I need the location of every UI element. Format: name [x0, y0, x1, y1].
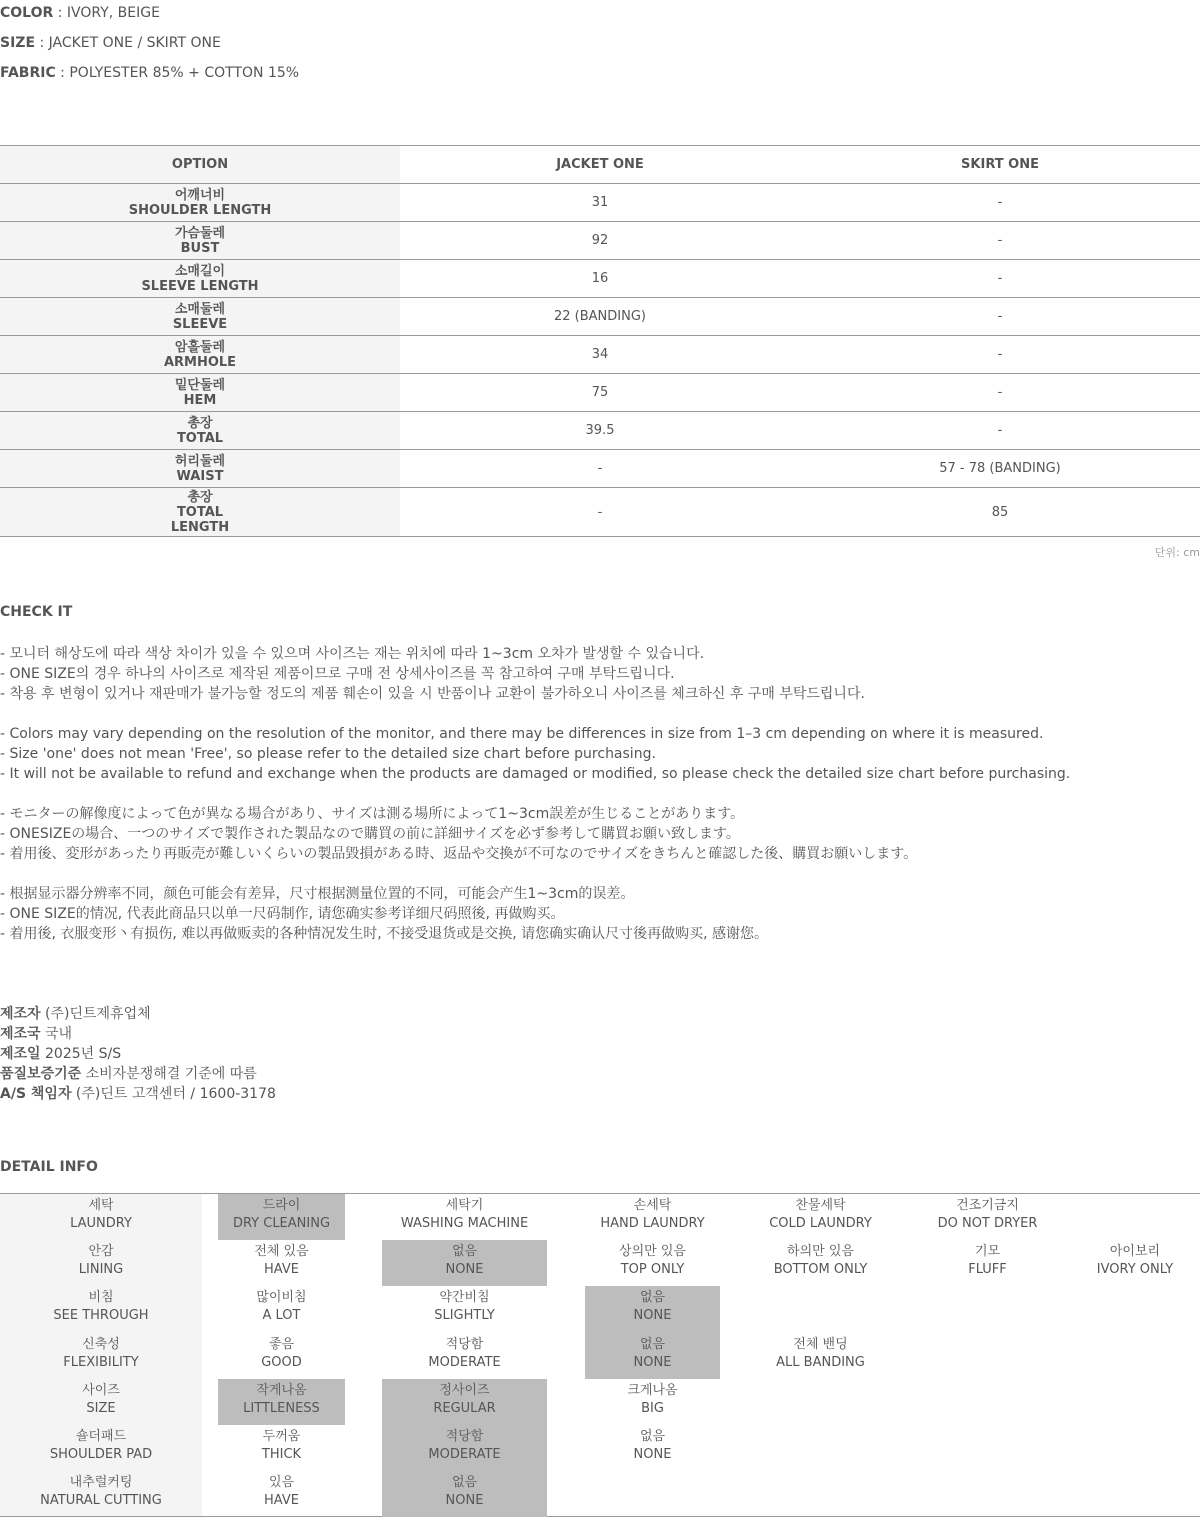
- detail-en: FLEXIBILITY: [63, 1354, 139, 1370]
- detail-option: [1070, 1240, 1200, 1286]
- detail-ko: 없음: [639, 1336, 666, 1352]
- detail-option: [920, 1240, 1055, 1286]
- detail-option: [382, 1333, 547, 1379]
- detail-en: DRY CLEANING: [232, 1216, 331, 1231]
- option-ko: 암홀둘레: [174, 339, 226, 355]
- detail-option: [585, 1425, 720, 1471]
- skirt-value: 85: [800, 488, 1200, 537]
- detail-option-selected: [585, 1286, 720, 1332]
- unit-note: 단위: cm: [1154, 546, 1200, 559]
- option-en: SLEEVE: [172, 316, 228, 332]
- check-it-title: CHECK IT: [0, 604, 73, 620]
- note-line: - Size 'one' does not mean 'Free', so please refer to the detailed size chart before purchasing.: [0, 746, 656, 762]
- detail-option: [757, 1240, 884, 1286]
- fabric-value: : POLYESTER 85% + COTTON 15%: [55, 65, 300, 81]
- manufacturer-key: 제조국: [0, 1026, 41, 1042]
- skirt-value: -: [800, 336, 1200, 374]
- option-cell: [0, 374, 400, 412]
- detail-option: [585, 1194, 720, 1240]
- detail-en: SEE THROUGH: [53, 1308, 149, 1324]
- detail-option: [382, 1286, 547, 1332]
- detail-en: WASHING MACHINE: [400, 1216, 529, 1231]
- detail-row-label: [0, 1333, 202, 1379]
- detail-ko: 없음: [451, 1244, 478, 1260]
- option-ko: 어깨너비: [174, 187, 226, 203]
- manufacturer-row: [0, 1064, 276, 1084]
- detail-option: [757, 1194, 884, 1240]
- note-spacer: [0, 704, 1070, 724]
- detail-option: [218, 1471, 345, 1517]
- detail-en: IVORY ONLY: [1096, 1262, 1174, 1278]
- note-spacer: [0, 864, 1070, 884]
- detail-ko: 비침: [88, 1290, 114, 1306]
- detail-en: NONE: [445, 1493, 484, 1509]
- detail-en: SHOULDER PAD: [49, 1447, 153, 1462]
- header-option: OPTION: [0, 146, 400, 184]
- detail-en: MODERATE: [428, 1447, 501, 1462]
- detail-en: HAND LAUNDRY: [600, 1216, 705, 1231]
- detail-ko: 크게나옴: [627, 1382, 678, 1398]
- detail-row-label: [0, 1379, 202, 1425]
- skirt-value: -: [800, 298, 1200, 336]
- option-ko: 밑단둘레: [174, 377, 226, 393]
- size-table-header: [0, 146, 1200, 184]
- detail-ko: 없음: [639, 1290, 666, 1306]
- color-value: : IVORY, BEIGE: [53, 5, 160, 21]
- detail-ko: 신축성: [82, 1336, 120, 1352]
- note-line: - モニターの解像度によって色が異なる場合があり、サイズは測る場所によって1~3cm誤差が生じることがあります。: [0, 806, 745, 822]
- note-line: - 着用後, 衣服变形丶有损伤, 难以再做贩卖的各种情况发生时, 不接受退货或是交换, 请您确实确认尺寸後再做购买, 感谢您。: [0, 926, 769, 942]
- detail-ko: 전체 밴딩: [793, 1336, 848, 1352]
- jacket-value: 75: [400, 374, 800, 412]
- detail-row-label: [0, 1425, 202, 1471]
- detail-option: [585, 1240, 720, 1286]
- detail-ko: 세탁: [88, 1198, 114, 1213]
- detail-option-selected: [218, 1194, 345, 1240]
- detail-en: NONE: [633, 1354, 672, 1370]
- detail-info-title: DETAIL INFO: [0, 1159, 98, 1175]
- detail-ko: 없음: [639, 1429, 666, 1444]
- detail-ko: 정사이즈: [439, 1382, 490, 1398]
- detail-option: [218, 1425, 345, 1471]
- table-row: [0, 260, 1200, 298]
- jacket-value: 92: [400, 222, 800, 260]
- option-en: HEM: [183, 392, 217, 408]
- option-cell: [0, 184, 400, 222]
- manufacturer-key: A/S 책임자: [0, 1086, 72, 1102]
- option-en: SLEEVE LENGTH: [141, 278, 259, 294]
- detail-ko: 세탁기: [445, 1198, 484, 1213]
- manufacturer-row: [0, 1044, 276, 1064]
- table-row: [0, 450, 1200, 488]
- detail-row-label: [0, 1471, 202, 1517]
- check-notes: [0, 644, 1070, 944]
- size-table: [0, 145, 1200, 537]
- manufacturer-key: 제조일: [0, 1046, 41, 1062]
- table-row: [0, 412, 1200, 450]
- note-line: - 着用後、変形があったり再販売が難しいくらいの製品毀損がある時、返品や交換が不可なのでサイズをきちんと確認した後、購買お願いします。: [0, 846, 918, 862]
- skirt-value: -: [800, 184, 1200, 222]
- option-ko: 허리둘레: [174, 453, 226, 469]
- detail-en: LINING: [78, 1262, 124, 1278]
- detail-option-selected: [585, 1333, 720, 1379]
- detail-en: ALL BANDING: [776, 1354, 865, 1370]
- option-ko: 총장: [187, 415, 213, 431]
- detail-en: A LOT: [262, 1308, 301, 1324]
- option-ko: 소매길이: [174, 263, 226, 279]
- detail-ko: 숄더패드: [75, 1429, 127, 1444]
- detail-en: LITTLENESS: [243, 1400, 320, 1416]
- detail-row-label: [0, 1194, 202, 1240]
- note-line: - ONESIZEの場合、一つのサイズで製作された製品なので購買の前に詳細サイズを必ず参考して購買お願い致します。: [0, 826, 740, 842]
- manufacturer-row: [0, 1024, 276, 1044]
- detail-option: [218, 1240, 345, 1286]
- skirt-value: -: [800, 374, 1200, 412]
- option-cell: [0, 222, 400, 260]
- jacket-value: 16: [400, 260, 800, 298]
- detail-en: NONE: [633, 1308, 672, 1324]
- manufacturer-info: [0, 1004, 276, 1104]
- size-value: : JACKET ONE / SKIRT ONE: [35, 35, 221, 51]
- option-cell: [0, 450, 400, 488]
- header-skirt: SKIRT ONE: [800, 146, 1200, 184]
- jacket-value: 34: [400, 336, 800, 374]
- detail-ko: 안감: [88, 1244, 114, 1260]
- detail-en: REGULAR: [433, 1400, 496, 1416]
- detail-ko: 적당함: [445, 1429, 484, 1444]
- color-label: COLOR: [0, 5, 54, 21]
- detail-ko: 약간비침: [439, 1290, 490, 1306]
- note-spacer: [0, 784, 1070, 804]
- header-jacket: JACKET ONE: [400, 146, 800, 184]
- manufacturer-value: 국내: [40, 1026, 73, 1042]
- note-line: - 모니터 해상도에 따라 색상 차이가 있을 수 있으며 사이즈는 재는 위치에 따라 1~3cm 오차가 발생할 수 있습니다.: [0, 646, 705, 662]
- option-cell: [0, 412, 400, 450]
- detail-en: LAUNDRY: [70, 1216, 132, 1231]
- detail-row-label: [0, 1240, 202, 1286]
- manufacturer-value: (주)딘트 고객센터 / 1600-3178: [71, 1086, 276, 1102]
- detail-en: BOTTOM ONLY: [773, 1262, 868, 1278]
- detail-en: HAVE: [264, 1262, 299, 1278]
- fabric-label: FABRIC: [0, 65, 56, 81]
- detail-ko: 없음: [451, 1475, 478, 1491]
- manufacturer-key: 제조자: [0, 1006, 41, 1022]
- detail-en: COLD LAUNDRY: [769, 1216, 872, 1231]
- manufacturer-value: 2025년 S/S: [40, 1046, 122, 1062]
- note-line: - Colors may vary depending on the resolution of the monitor, and there may be differences in size from 1–3 cm depending on where it is measured.: [0, 726, 1044, 742]
- option-ko: 가슴둘레: [174, 225, 226, 241]
- detail-ko: 드라이: [262, 1198, 301, 1213]
- detail-ko: 찬물세탁: [795, 1198, 846, 1213]
- manufacturer-key: 품질보증기준: [0, 1066, 82, 1082]
- detail-option: [585, 1379, 720, 1425]
- option-en: TOTAL: [176, 504, 224, 520]
- option-cell: [0, 260, 400, 298]
- detail-en: NATURAL CUTTING: [40, 1493, 162, 1509]
- manufacturer-row: [0, 1004, 276, 1024]
- option-en: WAIST: [176, 468, 224, 484]
- detail-option-selected: [382, 1379, 547, 1425]
- note-line: - ONE SIZE的情况, 代表此商品只以单一尺码制作, 请您确实参考详细尺码照後, 再做购买。: [0, 906, 565, 922]
- jacket-value: 31: [400, 184, 800, 222]
- detail-en: TOP ONLY: [620, 1262, 685, 1278]
- jacket-value: 39.5: [400, 412, 800, 450]
- detail-option: [218, 1286, 345, 1332]
- detail-option: [218, 1333, 345, 1379]
- table-row: [0, 336, 1200, 374]
- size-label: SIZE: [0, 35, 36, 51]
- note-line: - ONE SIZE의 경우 하나의 사이즈로 제작된 제품이므로 구매 전 상세사이즈를 꼭 참고하여 구매 부탁드립니다.: [0, 666, 675, 682]
- detail-row-label: [0, 1286, 202, 1332]
- detail-ko: 작게나옴: [256, 1382, 307, 1398]
- detail-ko: 건조기금지: [956, 1198, 1019, 1213]
- detail-ko: 아이보리: [1109, 1244, 1161, 1260]
- detail-ko: 내추럴커팅: [69, 1475, 133, 1491]
- detail-en: DO NOT DRYER: [937, 1216, 1038, 1231]
- detail-en: NONE: [633, 1447, 672, 1462]
- detail-ko: 기모: [974, 1244, 1001, 1260]
- table-row: [0, 222, 1200, 260]
- detail-ko: 손세탁: [633, 1198, 672, 1213]
- detail-en: GOOD: [261, 1354, 302, 1370]
- detail-ko: 많이비침: [256, 1290, 307, 1306]
- table-row: [0, 488, 1200, 537]
- detail-ko: 있음: [268, 1475, 295, 1491]
- manufacturer-value: (주)딘트제휴업체: [40, 1006, 151, 1022]
- skirt-value: -: [800, 222, 1200, 260]
- detail-en: NONE: [445, 1262, 484, 1278]
- detail-en: SIZE: [86, 1400, 116, 1416]
- note-line: - 착용 후 변형이 있거나 재판매가 불가능할 정도의 제품 훼손이 있을 시 반품이나 교환이 불가하오니 사이즈를 체크하신 후 구매 부탁드립니다.: [0, 686, 865, 702]
- option-cell: [0, 298, 400, 336]
- note-line: - 根据显示器分辨率不同，颜色可能会有差异，尺寸根据测量位置的不同，可能会产生1~3cm的误差。: [0, 886, 635, 902]
- jacket-value: -: [400, 488, 800, 537]
- detail-ko: 두꺼움: [262, 1429, 301, 1444]
- detail-option-selected: [382, 1240, 547, 1286]
- skirt-value: 57 - 78 (BANDING): [800, 450, 1200, 488]
- note-line: - It will not be available to refund and exchange when the products are damaged or modified, so please check the detailed size chart before purchasing.: [0, 766, 1071, 782]
- detail-ko: 상의만 있음: [619, 1244, 686, 1260]
- detail-en: HAVE: [264, 1493, 299, 1509]
- option-en: BUST: [180, 240, 220, 256]
- detail-en: SLIGHTLY: [434, 1308, 495, 1324]
- option-ko: 소매둘레: [174, 301, 226, 317]
- detail-option-selected: [382, 1471, 547, 1517]
- option-en-2: LENGTH: [170, 519, 230, 535]
- jacket-value: -: [400, 450, 800, 488]
- detail-en: BIG: [641, 1400, 664, 1416]
- detail-option: [757, 1333, 884, 1379]
- jacket-value: 22 (BANDING): [400, 298, 800, 336]
- color-info: [0, 3, 160, 23]
- detail-en: FLUFF: [968, 1262, 1007, 1278]
- option-cell: [0, 336, 400, 374]
- option-en: SHOULDER LENGTH: [128, 202, 272, 218]
- detail-ko: 전체 있음: [254, 1244, 309, 1260]
- detail-option: [382, 1194, 547, 1240]
- option-ko: 총장: [187, 489, 213, 505]
- detail-ko: 하의만 있음: [787, 1244, 854, 1260]
- skirt-value: -: [800, 412, 1200, 450]
- manufacturer-value: 소비자분쟁해결 기준에 따름: [81, 1066, 257, 1082]
- detail-en: THICK: [261, 1447, 302, 1462]
- detail-info-grid: [0, 1193, 1200, 1517]
- option-cell: [0, 488, 400, 537]
- table-row: [0, 298, 1200, 336]
- option-en: ARMHOLE: [163, 354, 237, 370]
- table-row: [0, 374, 1200, 412]
- size-info: [0, 33, 221, 53]
- detail-ko: 적당함: [445, 1336, 484, 1352]
- manufacturer-row: [0, 1084, 276, 1104]
- detail-option-selected: [382, 1425, 547, 1471]
- detail-en: MODERATE: [428, 1354, 501, 1370]
- skirt-value: -: [800, 260, 1200, 298]
- detail-ko: 좋음: [268, 1336, 295, 1352]
- table-row: [0, 184, 1200, 222]
- fabric-info: [0, 63, 299, 83]
- option-en: TOTAL: [176, 430, 224, 446]
- detail-ko: 사이즈: [82, 1382, 120, 1398]
- detail-option: [920, 1194, 1055, 1240]
- detail-option-selected: [218, 1379, 345, 1425]
